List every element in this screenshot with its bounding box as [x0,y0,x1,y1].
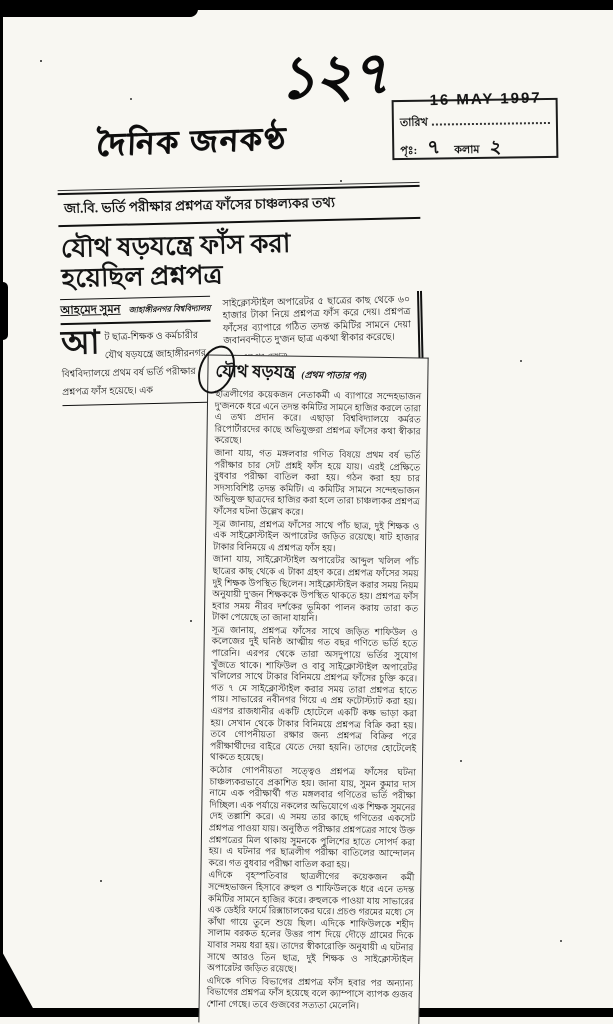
stamp-page-label: পৃঃ: [400,144,418,158]
body-paragraph: কঠোর গোপনীয়তা সত্ত্বেও প্রশ্নপত্র ফাঁসের ঘটনা চাঞ্চল্যকরভাবে প্রকাশিত হয়। জানা যায়, সুমন কুমার দাস নামে এক পরীক্ষার্থী গত মঙ্গলবার গণিতের ভর্তি পরীক্ষা দিচ্ছিল। এক পর্যায়ে নকলের অভিযোগে এক শিক্ষক সুমনের দেহ তল্লাশি করে। এ সময় তার কাছে গণিতের একসেট প্রশ্নপত্র পাওয়া যায়। অনুষ্ঠিত পরীক্ষার প্রশ্নপত্রের সাথে উক্ত প্রশ্নপত্রের মিল থাকায় সুমনকে পুলিশের হাতে সোপর্দ করা হয়। এ ঘটনার পর ছাত্রলীগ পরীক্ষা বাতিলের আন্দোলন করে। গত বুধবার পরীক্ষা বাতিল করা হয়। [208,764,416,870]
body-paragraph: সূত্র জানায়, প্রশ্নপত্র ফাঁসের সাথে জড়িত শাফিউল ও কলেজের দুই ঘনিষ্ঠ আত্মীয় গত বছর গণিতে ভর্তি হতে পারেনি। এরপর থেকে তারা অসদুপায়ে ভর্তির সুযোগ খুঁজতে থাকে। শাফিউল ও বাবু সাইক্লোস্টাইল অপারেটর খলিলের সাথে টাকার বিনিময়ে প্রশ্নপত্র ফাঁসের চুক্তি করে। গত ৭ মে সাইক্লোস্টাইল করার সময় তারা প্রশ্নপত্র হাতে পায়। সাভারের নবীনগর গিয়ে এ প্রশ্ন ফটোস্ট্যাট করা হয়। এরপর রাজধানীর একটি হোটেলে একটি কক্ষ ভাড়া করা হয়। সেখান থেকে টাকার বিনিময়ে প্রশ্নপত্র বিক্রি করা হয়। তবে গোপনীয়তা রক্ষার জন্য প্রশ্নপত্র বিক্রির পরে পরীক্ষার্থীদের বাইরে যেতে দেয়া হয়নি। তাদের হোটেলেই থাকতে হয়েছে। [209,624,418,763]
scan-edge-left-blob [0,282,8,340]
lead-column-left [60,295,213,405]
headline-line-2: হয়েছিল প্রশ্নপত্র [61,260,223,293]
continuation-title-note: (প্রথম পাতার পর) [301,370,367,382]
body-paragraph: সূত্র জানায়, প্রশ্নপত্র ফাঁসের সাথে পাঁচ ছাত্র, দুই শিক্ষক ও এক সাইক্লোস্টাইল অপারেটর জড়িত রয়েছে। ষাট হাজার টাকার বিনিময়ে এ প্রশ্নপত্র ফাঁস হয়। [212,518,420,554]
kicker-text: জা.বি. ভর্তি পরীক্ষার প্রশ্নপত্র ফাঁসের চাঞ্চল্যকর তথ্য [58,185,421,227]
stamp-column-handwritten-value: ২ [489,135,503,161]
body-paragraph: এদিকে বৃহস্পতিবার ছাত্রলীগের কয়েকজন কর্মী সন্দেহভাজন হিসাবে রুহুল ও শাফিউলকে ধরে এনে তদন্ত কমিটির সামনে হাজির করে। রুহুলকে পাওয়া যায় সাভারের এক ডেইরি ফার্মে রিক্সাচালকের ঘরে। প্রচণ্ড গরমের মধ্যে সে কাঁথা গায়ে তুলে শুয়ে ছিল। এদিকে শাফিউলকে শহীদ সালাম বরকত হলের উত্তর পাশ দিয়ে দৌড়ে গ্রামের দিকে যাবার সময় ধরা হয়। তাদের স্বীকারোক্তি অনুযায়ী এ ঘটনার সাথে আরও তিন ছাত্র, দুই শিক্ষক ও সাইক্লোস্টাইল অপারেটর জড়িত রয়েছে। [207,869,415,974]
scan-noise-specks [40,60,42,62]
handwritten-page-number: ১২৭ [275,40,398,112]
stamp-page-handwritten-value: ৭ [426,135,441,160]
newspaper-masthead: দৈনিক জনকণ্ঠ [95,120,288,163]
continuation-body [207,389,422,1013]
continuation-title: যৌথ ষড়যন্ত্র [215,361,296,382]
continuation-header [215,359,421,390]
main-headline [61,226,422,294]
continuation-column [198,354,428,1024]
lead-left-body [61,324,213,405]
stamp-date-label: তারিখ [399,116,428,130]
body-paragraph: জানা যায়, গত মঙ্গলবার গণিত বিষয়ে প্রথম বর্ষ ভর্তি পরীক্ষার চার সেট প্রশ্নই ফাঁস হয়ে যায়। এরই প্রেক্ষিতে বুধবার পরীক্ষা বাতিল করা হয়। গঠন করা হয় চার সদস্যবিশিষ্ট তদন্ত কমিটি। এ কমিটির সামনে সন্দেহভাজন অভিযুক্ত ছাত্রদের হাজির করা হলে তারা চাঞ্চল্যকর প্রশ্নপত্র ফাঁসের ঘটনা উল্লেখ করে। [213,447,421,517]
stamp-column-label: কলাম [454,143,480,157]
scan-corner-blob [0,948,34,1010]
lead-left-text: ট ছাত্র-শিক্ষক ও কর্মচারীর যৌথ ষড়যন্ত্রে জাহাঙ্গীরনগর বিশ্ববিদ্যালয়ে প্রথম বর্ষ ভর্তি পরীক্ষার প্রশ্নপত্র ফাঁস হয়েছে। এক [61,330,207,398]
byline-name: আহমেদ সুমন [60,303,121,317]
lead-right-text: সাইক্লোস্টাইল অপারেটর ৫ ছাত্রের কাছ থেকে ৬০ হাজার টাকা নিয়ে প্রশ্নপত্র ফাঁস করে দেয়। প্রশ্নপত্র ফাঁসের ব্যাপারে গঠিত তদন্ত কমিটির সামনে দেয়া জবানবন্দীতে দু'জন ছাত্র একথা স্বীকার করেছে। [222,294,411,347]
headline-line-1: যৌথ ষড়যন্ত্রে ফাঁস করা [60,228,291,264]
date-stamp-box [392,89,559,161]
body-paragraph: এদিকে গণিত বিভাগের প্রশ্নপত্র ফাঁস হবার পর অন্যান্য বিভাগের প্রশ্নপত্র ফাঁস হয়েছে বলে ক্যাম্পাসে ব্যাপক গুজব শোনা গেছে। তবে গুজবের সত্যতা মেলেনি। [206,975,413,1011]
body-paragraph: জানা যায়, সাইক্লোস্টাইল অপারেটর আব্দুল খলিল পাঁচ ছাত্রের কাছ থেকে এ টাকা গ্রহণ করে। প্রশ্নপত্র ফাঁসের সময় দুই শিক্ষক উপস্থিত ছিলেন। সাইক্লোস্টাইল করার সময় নিয়ম অনুযায়ী দু'জন শিক্ষককে উপস্থিত থাকতে হয়। প্রশ্নপত্র ফাঁস হবার সময় নীরব দর্শকের ভূমিকা পালন করায় তারা কত টাকা পেয়েছে তা জানা যায়নি। [211,553,419,624]
body-paragraph: ছাত্রলীগের কয়েকজন নেতাকর্মী এ ব্যাপারে সন্দেহভাজন দু'জনকে ধরে এনে তদন্ত কমিটির সামনে হাজির করলে তারা এ তথ্য প্রদান করে। এছাড়া বিশ্ববিদ্যালয়ে কর্মরত রিপোর্টারদের কাছে অভিযুক্তরা প্রশ্নপত্র ফাঁসের কথা স্বীকার করেছে। [214,388,422,446]
scan-edge-left [0,6,3,1014]
stamp-date-dotline [432,114,550,126]
date-stamp-value: 16 MAY 1997 [429,89,542,110]
drop-cap: আ [60,325,100,362]
scan-edge-top-left [0,0,198,17]
byline-row [60,295,211,324]
kicker-frame [58,182,421,227]
byline-affiliation: জাহাঙ্গীরনগর বিশ্ববিদ্যালয় [128,303,211,315]
